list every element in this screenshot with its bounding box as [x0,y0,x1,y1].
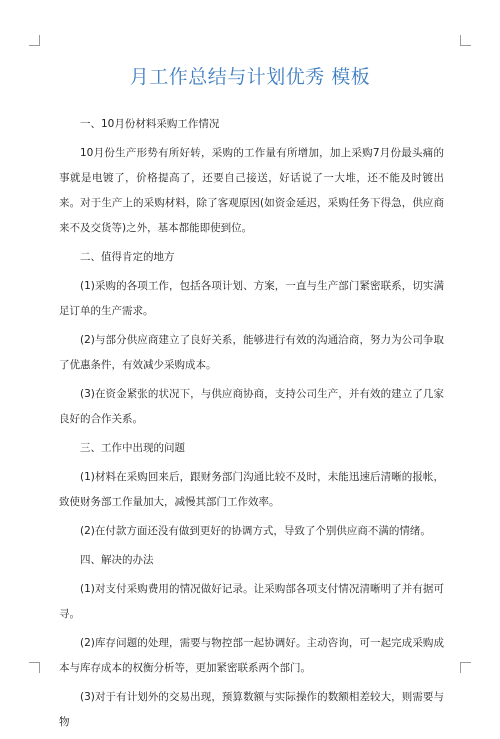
paragraph: (2)在付款方面还没有做到更好的协调方式，导致了个别供应商不满的情绪。 [80,525,431,537]
document-body [59,112,444,739]
section-heading-2: 二、值得肯定的地方 [80,251,175,263]
document-title: 月工作总结与计划优秀 模板 [129,66,371,88]
crop-mark-top-left [29,35,40,46]
paragraph: (2)库存问题的处理，需要与物控部一起协调好。主动咨询，可一起完成采购成本与库存成本的权衡分析等，更加紧密联系两个部门。 [59,637,444,674]
paragraph: (3)对于有计划外的交易出现，预算数额与实际操作的数额相差较大，则需要与物 [59,691,444,728]
crop-mark-bottom-left [29,662,40,673]
section-heading-4: 四、解决的办法 [80,554,154,566]
paragraph: (1)采购的各项工作，包括各项计划、方案，一直与生产部门紧密联系，切实满足订单的生产需求。 [59,280,444,317]
paragraph: (2)与部分供应商建立了良好关系，能够进行有效的沟通洽商，努力为公司争取了优惠条件，有效减少采购成本。 [59,334,444,371]
paragraph: (1)材料在采购回来后，跟财务部门沟通比较不及时，未能迅速后清晰的报帐，致使财务部工作量加大，减慢其部门工作效率。 [59,471,444,508]
section-heading-3: 三、工作中出现的问题 [80,442,185,454]
paragraph: (3)在资金紧张的状况下，与供应商协商，支持公司生产，并有效的建立了几家良好的合作关系。 [59,388,444,425]
crop-mark-bottom-right [460,662,471,673]
crop-mark-top-right [460,35,471,46]
paragraph: 10月份生产形势有所好转，采购的工作量有所增加，加上采购7月份最头痛的事就是电镀了，价格提高了，还要自己接送，好话说了一大堆，还不能及时镀出来。对于生产上的采购材料，除了客观原因(如资金延迟，采购任务下得急，供应商来不及交货等)之外，基本都能即使到位。 [59,147,444,234]
paragraph: (1)对支付采购费用的情况做好记录。让采购部各项支付情况清晰明了并有据可寻。 [59,583,444,620]
section-heading-1: 一、10月份材料采购工作情况 [80,118,220,130]
